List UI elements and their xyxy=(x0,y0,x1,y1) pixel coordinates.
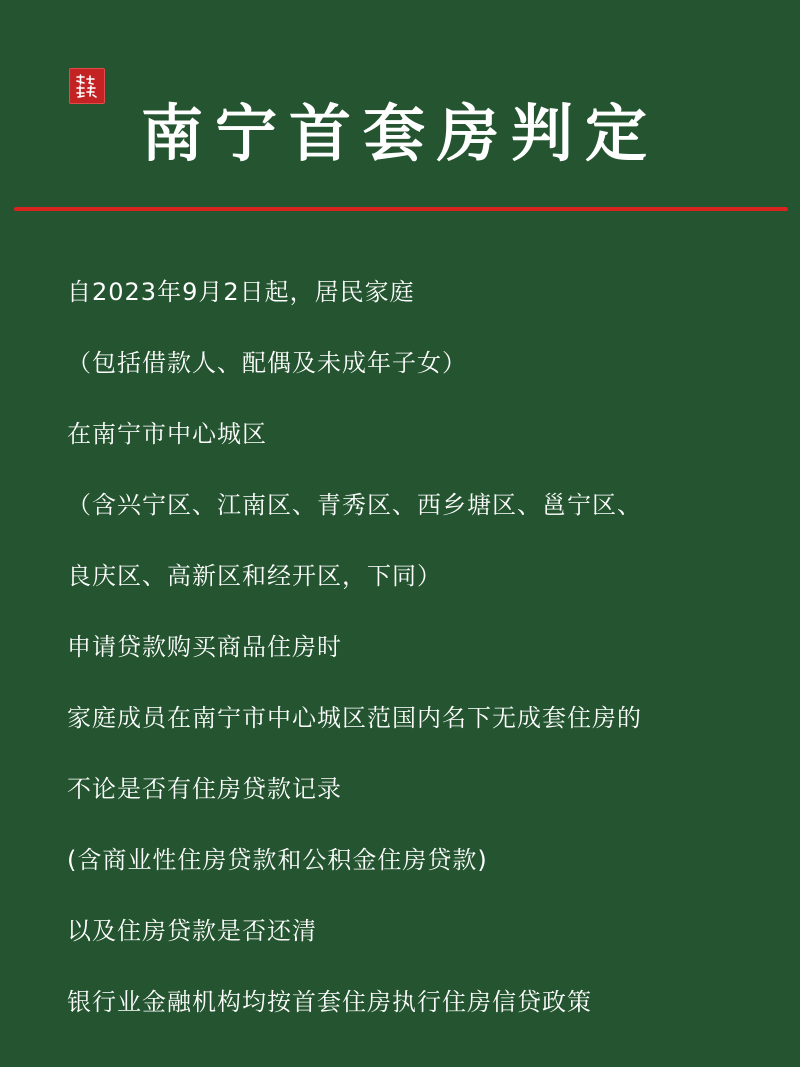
text-line: 在南宁市中心城区 xyxy=(67,420,267,448)
text-line: 以及住房贷款是否还清 xyxy=(67,917,317,945)
text-line: 良庆区、高新区和经开区，下同） xyxy=(67,562,442,590)
title-divider xyxy=(14,207,788,211)
text-line: (含商业性住房贷款和公积金住房贷款) xyxy=(67,846,488,874)
text-line: 银行业金融机构均按首套住房执行住房信贷政策 xyxy=(67,988,592,1016)
page-title: 南宁首套房判定 xyxy=(140,97,659,170)
policy-text-body xyxy=(67,272,787,1053)
text-line: 申请贷款购买商品住房时 xyxy=(67,633,342,661)
text-line: （含兴宁区、江南区、青秀区、西乡塘区、邕宁区、 xyxy=(67,491,642,519)
text-line: 不论是否有住房贷款记录 xyxy=(67,775,342,803)
text-line: （包括借款人、配偶及未成年子女） xyxy=(67,349,467,377)
text-line: 家庭成员在南宁市中心城区范国内名下无成套住房的 xyxy=(67,704,642,732)
text-line: 自2023年9月2日起，居民家庭 xyxy=(67,278,415,306)
